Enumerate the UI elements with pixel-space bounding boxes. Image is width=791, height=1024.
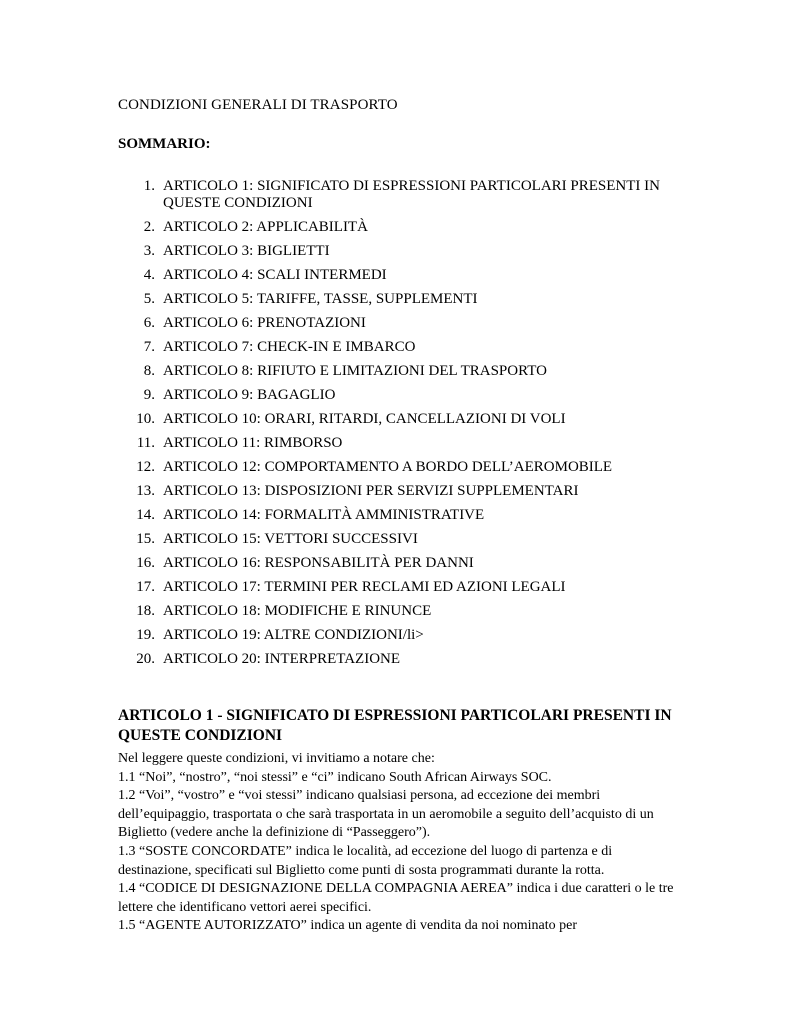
toc-item-text: ARTICOLO 9: BAGAGLIO	[163, 387, 336, 403]
toc-item	[118, 363, 678, 380]
toc-item-text: ARTICOLO 6: PRENOTAZIONI	[163, 315, 366, 331]
body-text	[118, 750, 678, 936]
toc-item-text: ARTICOLO 2: APPLICABILITÀ	[163, 219, 368, 235]
toc-item	[118, 483, 678, 500]
toc-item	[118, 243, 678, 260]
toc-item-text: ARTICOLO 4: SCALI INTERMEDI	[163, 267, 387, 283]
toc-item-number: 13.	[136, 483, 155, 499]
toc-item-text: ARTICOLO 10: ORARI, RITARDI, CANCELLAZIONI DI VOLI	[163, 411, 566, 427]
toc-item	[118, 178, 678, 212]
toc-item-text: ARTICOLO 5: TARIFFE, TASSE, SUPPLEMENTI	[163, 291, 478, 307]
toc-item	[118, 555, 678, 572]
toc-item-number: 2.	[143, 219, 155, 235]
toc-item-number: 6.	[143, 315, 155, 331]
toc-item	[118, 315, 678, 332]
body-paragraph: 1.2 “Voi”, “vostro” e “voi stessi” indicano qualsiasi persona, ad eccezione dei membri dell’equipaggio, trasportata o che sarà trasportata in un aeromobile a seguito dell’acquisto di un Biglietto (vedere anche la definizione di “Passeggero”).	[118, 788, 654, 841]
toc-item	[118, 219, 678, 236]
toc-item-number: 8.	[143, 363, 155, 379]
toc-item	[118, 411, 678, 428]
body-paragraph: 1.3 “SOSTE CONCORDATE” indica le località, ad eccezione del luogo di partenza e di destinazione, specificati sul Biglietto come punti di sosta programmati durante la rotta.	[118, 843, 613, 878]
toc-item-number: 3.	[143, 243, 155, 259]
toc-item-number: 5.	[143, 291, 155, 307]
toc-item-text: ARTICOLO 14: FORMALITÀ AMMINISTRATIVE	[163, 507, 485, 523]
toc-item-text: ARTICOLO 7: CHECK-IN E IMBARCO	[163, 339, 416, 355]
document-title: CONDIZIONI GENERALI DI TRASPORTO	[118, 97, 398, 113]
toc-item-text: ARTICOLO 13: DISPOSIZIONI PER SERVIZI SUPPLEMENTARI	[163, 483, 579, 499]
toc-item-text: ARTICOLO 11: RIMBORSO	[163, 435, 343, 451]
toc-item	[118, 603, 678, 620]
toc-item-text: ARTICOLO 3: BIGLIETTI	[163, 243, 330, 259]
toc-item	[118, 435, 678, 452]
toc-item-text: ARTICOLO 17: TERMINI PER RECLAMI ED AZIONI LEGALI	[163, 579, 566, 595]
toc-item	[118, 651, 678, 668]
toc-item-number: 17.	[136, 579, 155, 595]
toc-item-number: 9.	[143, 387, 155, 403]
body-paragraph: 1.1 “Noi”, “nostro”, “noi stessi” e “ci” indicano South African Airways SOC.	[118, 769, 552, 785]
toc-item-number: 18.	[136, 603, 155, 619]
toc-item	[118, 339, 678, 356]
toc-item	[118, 387, 678, 404]
body-paragraph: 1.4 “CODICE DI DESIGNAZIONE DELLA COMPAGNIA AEREA” indica i due caratteri o le tre lettere che identificano vettori aerei specifici.	[118, 881, 674, 915]
table-of-contents	[118, 178, 678, 675]
toc-item	[118, 579, 678, 596]
toc-item	[118, 267, 678, 284]
toc-item-text: ARTICOLO 18: MODIFICHE E RINUNCE	[163, 603, 432, 619]
toc-item	[118, 627, 678, 644]
toc-item	[118, 531, 678, 548]
toc-item-text: ARTICOLO 8: RIFIUTO E LIMITAZIONI DEL TRASPORTO	[163, 363, 547, 379]
toc-item-number: 4.	[143, 267, 155, 283]
toc-item-number: 1.	[143, 178, 155, 194]
toc-item-text: ARTICOLO 19: ALTRE CONDIZIONI/li>	[163, 627, 424, 643]
toc-item-number: 10.	[136, 411, 155, 427]
body-paragraph: Nel leggere queste condizioni, vi invitiamo a notare che:	[118, 751, 435, 766]
toc-item-number: 15.	[136, 531, 155, 547]
toc-item-number: 20.	[136, 651, 155, 667]
toc-item-text: ARTICOLO 1: SIGNIFICATO DI ESPRESSIONI PARTICOLARI PRESENTI IN QUESTE CONDIZIONI	[163, 178, 660, 211]
toc-item-number: 7.	[143, 339, 155, 355]
toc-item	[118, 459, 678, 476]
body-paragraph: 1.5 “AGENTE AUTORIZZATO” indica un agente di vendita da noi nominato per	[118, 918, 578, 934]
section-heading: ARTICOLO 1 - SIGNIFICATO DI ESPRESSIONI PARTICOLARI PRESENTI IN QUESTE CONDIZIONI	[118, 707, 672, 744]
toc-item-text: ARTICOLO 12: COMPORTAMENTO A BORDO DELL’AEROMOBILE	[163, 459, 613, 475]
toc-item-number: 19.	[136, 627, 155, 643]
toc-item-number: 12.	[136, 459, 155, 475]
toc-item-number: 14.	[136, 507, 155, 523]
toc-item-number: 16.	[136, 555, 155, 571]
toc-item-text: ARTICOLO 20: INTERPRETAZIONE	[163, 651, 401, 667]
summary-heading: SOMMARIO:	[118, 136, 211, 152]
toc-item-text: ARTICOLO 16: RESPONSABILITÀ PER DANNI	[163, 555, 474, 571]
toc-item	[118, 291, 678, 308]
toc-item-number: 11.	[136, 435, 155, 451]
toc-item	[118, 507, 678, 524]
toc-item-text: ARTICOLO 15: VETTORI SUCCESSIVI	[163, 531, 418, 547]
